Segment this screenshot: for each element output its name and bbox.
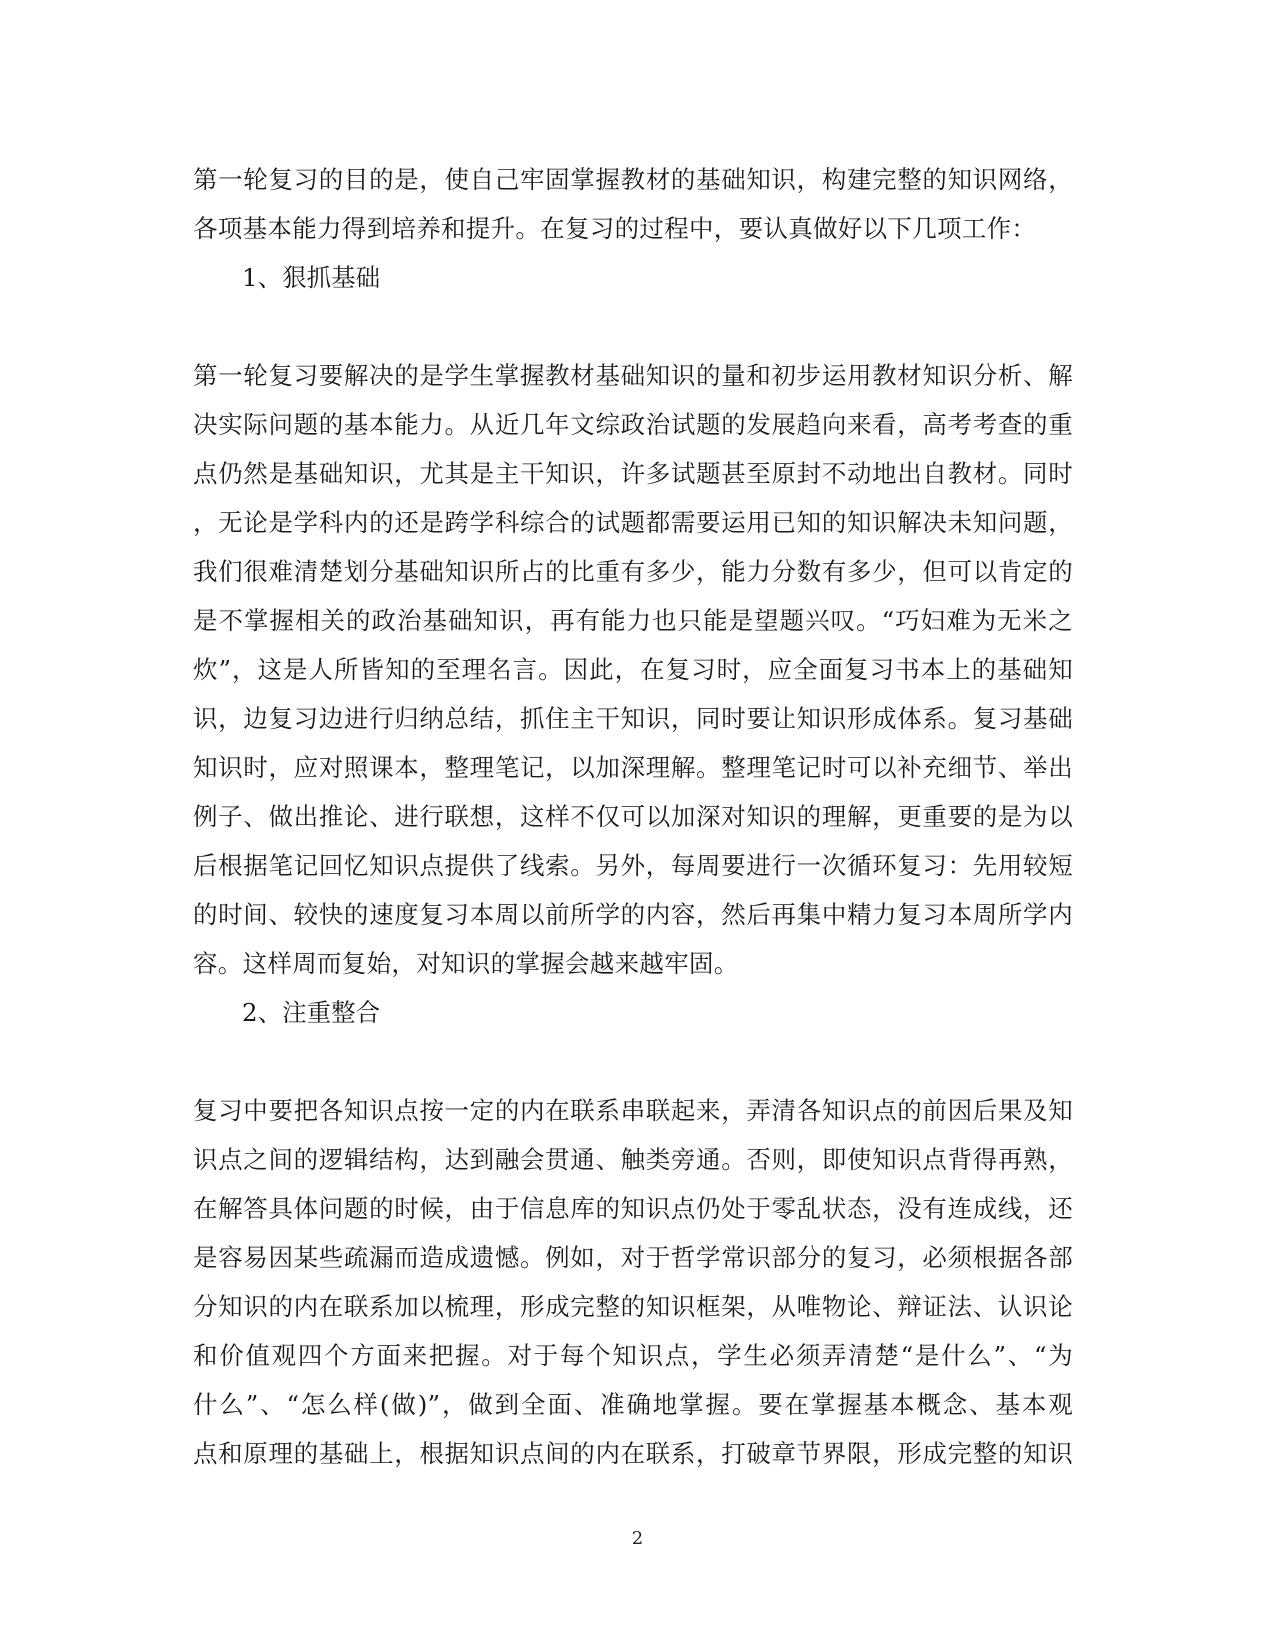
text-line: 是不掌握相关的政治基础知识，再有能力也只能是望题兴叹。“巧妇难为无米之 (193, 606, 1073, 635)
intro-paragraph (193, 155, 1073, 253)
blank-line (193, 1037, 1073, 1086)
page-content (193, 155, 1073, 1478)
text-line: 复习中要把各知识点按一定的内在联系串联起来，弄清各知识点的前因后果及知 (193, 1096, 1073, 1125)
text-line: 识点之间的逻辑结构，达到融会贯通、触类旁通。否则，即使知识点背得再熟， (193, 1145, 1073, 1174)
text-line: 点仍然是基础知识，尤其是主干知识，许多试题甚至原封不动地出自教材。同时 (193, 459, 1073, 488)
text-line: 识，边复习边进行归纳总结，抓住主干知识，同时要让知识形成体系。复习基础 (193, 704, 1073, 733)
text-line: 第一轮复习要解决的是学生掌握教材基础知识的量和初步运用教材知识分析、解 (193, 361, 1073, 390)
section-heading-1: 1、狠抓基础 (242, 263, 381, 292)
text-line: 什么”、“怎么样(做)”，做到全面、准确地掌握。要在掌握基本概念、基本观 (193, 1390, 1073, 1419)
text-line: 的时间、较快的速度复习本周以前所学的内容，然后再集中精力复习本周所学内 (193, 900, 1073, 929)
text-line: 和价值观四个方面来把握。对于每个知识点，学生必须弄清楚“是什么”、“为 (193, 1341, 1073, 1370)
text-line: 我们很难清楚划分基础知识所占的比重有多少，能力分数有多少，但可以肯定的 (193, 557, 1073, 586)
text-line: 分知识的内在联系加以梳理，形成完整的知识框架，从唯物论、辩证法、认识论 (193, 1292, 1073, 1321)
text-line: 知识时，应对照课本，整理笔记，以加深理解。整理笔记时可以补充细节、举出 (193, 753, 1073, 782)
text-line: 后根据笔记回忆知识点提供了线索。另外，每周要进行一次循环复习：先用较短 (193, 851, 1073, 880)
text-line: 点和原理的基础上，根据知识点间的内在联系，打破章节界限，形成完整的知识 (193, 1439, 1073, 1468)
text-line: 炊”，这是人所皆知的至理名言。因此，在复习时，应全面复习书本上的基础知 (193, 655, 1073, 684)
blank-line (193, 302, 1073, 351)
text-line: 第一轮复习的目的是，使自己牢固掌握教材的基础知识，构建完整的知识网络， (193, 165, 1073, 194)
text-line: ，无论是学科内的还是跨学科综合的试题都需要运用已知的知识解决未知问题， (193, 508, 1073, 537)
text-line: 是容易因某些疏漏而造成遗憾。例如，对于哲学常识部分的复习，必须根据各部 (193, 1243, 1073, 1272)
text-line: 决实际问题的基本能力。从近几年文综政治试题的发展趋向来看，高考考查的重 (193, 410, 1073, 439)
text-line: 在解答具体问题的时候，由于信息库的知识点仍处于零乱状态，没有连成线，还 (193, 1194, 1073, 1223)
text-line: 例子、做出推论、进行联想，这样不仅可以加深对知识的理解，更重要的是为以 (193, 802, 1073, 831)
paragraph-1 (193, 351, 1073, 988)
page-number: 2 (631, 1528, 644, 1549)
text-line: 各项基本能力得到培养和提升。在复习的过程中，要认真做好以下几项工作： (193, 214, 1037, 243)
text-line: 容。这样周而复始，对知识的掌握会越来越牢固。 (193, 949, 739, 978)
paragraph-2 (193, 1086, 1073, 1478)
section-heading-2: 2、注重整合 (242, 998, 381, 1027)
